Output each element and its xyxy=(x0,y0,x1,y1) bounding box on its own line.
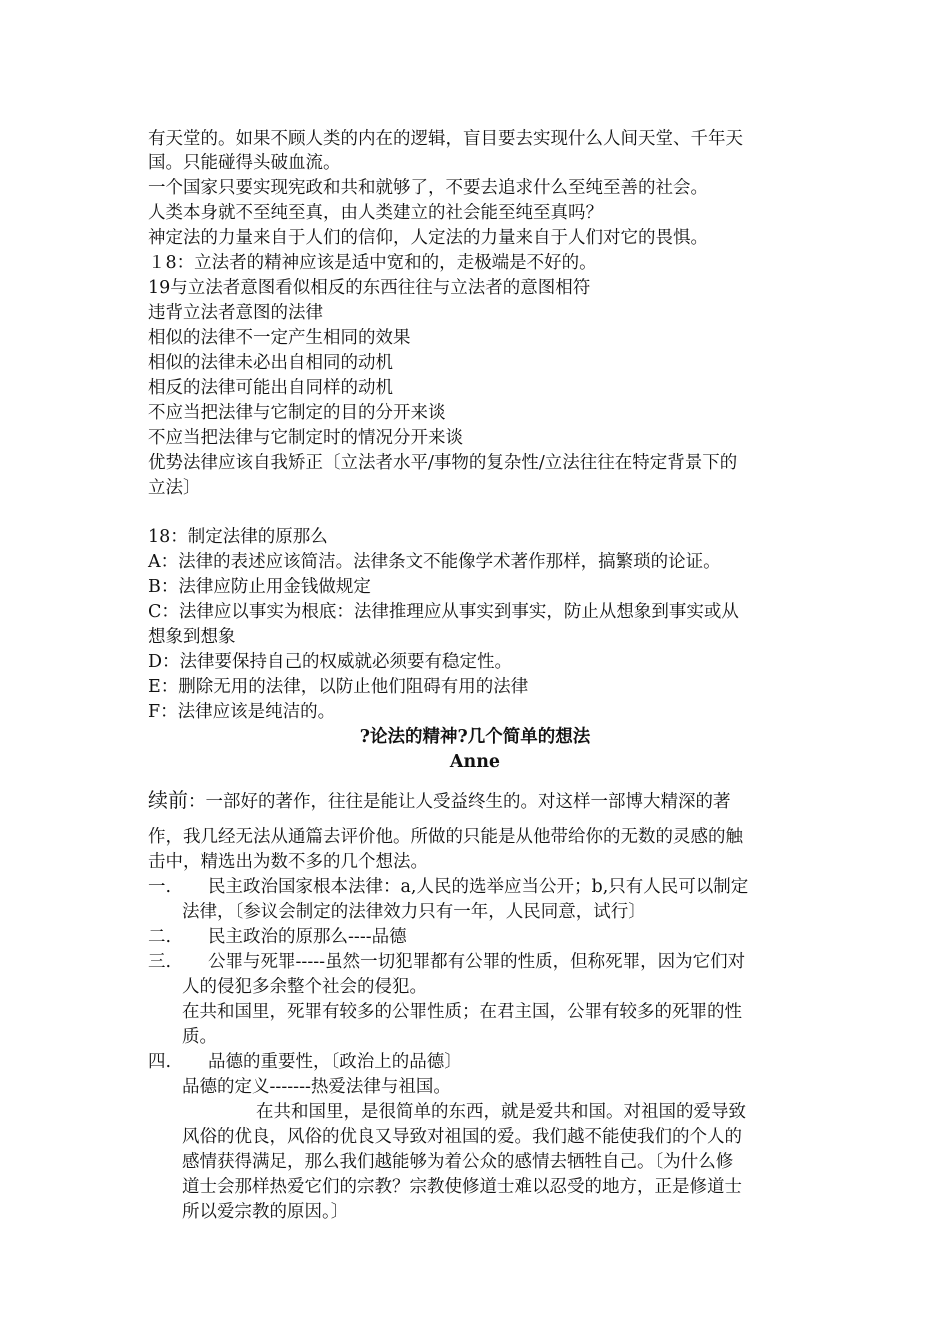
section-line: 品德的重要性，〔政治上的品德〕 xyxy=(208,1052,462,1072)
text-line: 国。只能碰得头破血流。 xyxy=(148,153,341,173)
text-line: 有天堂的。如果不顾人类的内在的逻辑，盲目要去实现什么人间天堂、千年天 xyxy=(148,129,743,149)
intro-line: 击中，精选出为数不多的几个想法。 xyxy=(148,852,428,872)
list-item: D：法律要保持自己的权威就必须要有稳定性。 xyxy=(148,652,513,672)
section-line: 人的侵犯多余整个社会的侵犯。 xyxy=(182,977,427,997)
intro-line xyxy=(148,788,731,814)
section-line: 道士会那样热爱它们的宗教？宗教使修道士难以忍受的地方，正是修道士 xyxy=(182,1177,742,1197)
intro-line: 作，我几经无法从通篇去评价他。所做的只能是从他带给你的无数的灵感的触 xyxy=(148,827,743,847)
section-line: 风俗的优良，风俗的优良又导致对祖国的爱。我们越不能使我们的个人的 xyxy=(182,1127,742,1147)
intro-first-word: 续前 xyxy=(148,788,188,812)
text-line: 19与立法者意图看似相反的东西往往与立法者的意图相符 xyxy=(148,278,591,298)
section-line: 在共和国里，是很简单的东西，就是爱共和国。对祖国的爱导致 xyxy=(256,1102,746,1122)
section-line: 民主政治的原那么----品德 xyxy=(208,927,407,947)
list-item: C：法律应以事实为根底：法律推理应从事实到事实，防止从想象到事实或从 xyxy=(148,602,739,622)
text-line: 优势法律应该自我矫正〔立法者水平/事物的复杂性/立法往往在特定背景下的 xyxy=(148,453,738,473)
text-line: 相似的法律不一定产生相同的效果 xyxy=(148,328,411,348)
list-item: 想象到想象 xyxy=(148,627,236,647)
text-line: 不应当把法律与它制定的目的分开来谈 xyxy=(148,403,446,423)
list-item: B：法律应防止用金钱做规定 xyxy=(148,577,371,597)
section-line: 质。 xyxy=(182,1027,217,1047)
essay-title: ?论法的精神?几个简单的想法 xyxy=(359,727,591,747)
section-number: 三. xyxy=(148,952,172,972)
intro-rest: ：一部好的著作，往往是能让人受益终生的。对这样一部博大精深的著 xyxy=(188,792,731,812)
section-line: 品德的定义-------热爱法律与祖国。 xyxy=(182,1077,451,1097)
text-line: 一个国家只要实现宪政和共和就够了，不要去追求什么至纯至善的社会。 xyxy=(148,178,708,198)
section-number: 二. xyxy=(148,927,172,947)
text-line: 人类本身就不至纯至真，由人类建立的社会能至纯至真吗？ xyxy=(148,203,603,223)
text-line: 相似的法律未必出自相同的动机 xyxy=(148,353,393,373)
section-line: 所以爱宗教的原因。〕 xyxy=(182,1202,349,1222)
section-heading: 18：制定法律的原那么 xyxy=(148,527,328,547)
text-line: 立法〕 xyxy=(148,478,201,498)
text-line: 不应当把法律与它制定时的情况分开来谈 xyxy=(148,428,463,448)
section-line: 公罪与死罪-----虽然一切犯罪都有公罪的性质，但称死罪，因为它们对 xyxy=(208,952,746,972)
text-line: 相反的法律可能出自同样的动机 xyxy=(148,378,393,398)
list-item: F：法律应该是纯洁的。 xyxy=(148,702,336,722)
section-line: 感情获得满足，那么我们越能够为着公众的感情去牺牲自己。〔为什么修 xyxy=(182,1152,734,1172)
section-number: 四. xyxy=(148,1052,172,1072)
section-line: 在共和国里，死罪有较多的公罪性质；在君主国，公罪有较多的死罪的性 xyxy=(182,1002,742,1022)
section-number: 一. xyxy=(148,877,172,897)
text-line: １8：立法者的精神应该是适中宽和的，走极端是不好的。 xyxy=(148,253,597,273)
text-line: 违背立法者意图的法律 xyxy=(148,303,323,323)
text-line: 神定法的力量来自于人们的信仰，人定法的力量来自于人们对它的畏惧。 xyxy=(148,228,708,248)
list-item: A：法律的表述应该简洁。法律条文不能像学术著作那样，搞繁琐的论证。 xyxy=(148,552,721,572)
section-line: 民主政治国家根本法律：a,人民的选举应当公开；b,只有人民可以制定 xyxy=(208,877,749,897)
essay-author: Anne xyxy=(449,752,501,772)
section-line: 法律，〔参议会制定的法律效力只有一年，人民同意，试行〕 xyxy=(182,902,646,922)
list-item: E：删除无用的法律，以防止他们阻碍有用的法律 xyxy=(148,677,529,697)
